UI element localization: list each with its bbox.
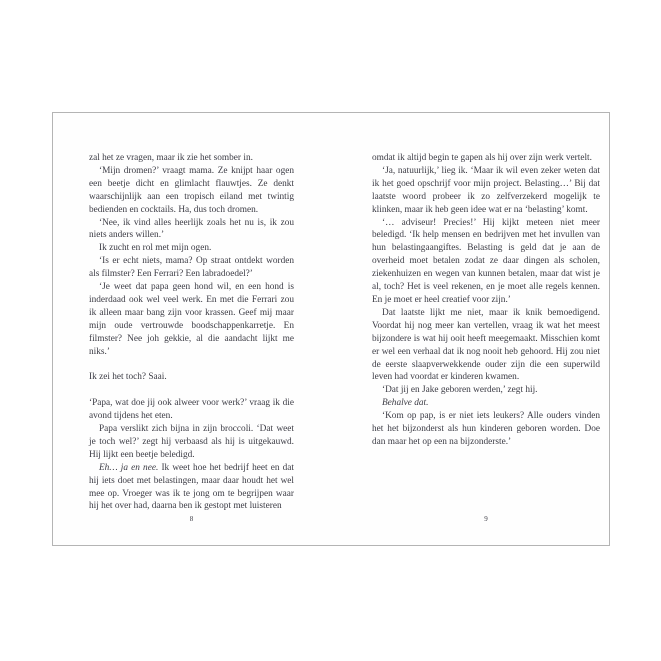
paragraph <box>89 255 294 281</box>
body-text: Ik zucht en rol met mijn ogen. <box>99 243 212 254</box>
page-right-number: 9 <box>484 515 488 523</box>
body-text: ‘Is er echt niets, mama? Op straat ontdekt worden als filmster? Een Ferrari? Een labradoedel?’ <box>89 256 294 280</box>
body-text: Ik weet hoe het bedrijf heet en dat hij iets doet met belastingen, maar daar houdt het wel mee op. Vroeger was ik te jong om te begrijpen waar hij het over had, daarna ben ik gestopt met luisteren <box>89 462 294 512</box>
paragraph <box>372 397 600 410</box>
book-spread <box>52 112 610 546</box>
paragraph <box>89 217 294 243</box>
paragraph <box>89 462 294 514</box>
paragraph <box>89 152 294 165</box>
body-text: ‘… adviseur! Precies!’ Hij kijkt meteen niet meer beledigd. ‘Ik help mensen en bedrijven met het invullen van hun belastingaangiftes. Belasting is geld dat je aan de overheid moet betalen zodat ze daar dingen als scholen, ziekenhuizen en wegen van kunnen betalen, maar dat wist je al, toch? Het is veel rekenen, en je moet alle regels kennen. En je moet er heel creatief voor zijn.’ <box>372 217 600 305</box>
page-left <box>53 113 332 545</box>
paragraph <box>89 397 294 423</box>
page-left-number: 8 <box>189 515 194 523</box>
paragraph <box>372 217 600 307</box>
body-text: ‘Ja, natuurlijk,’ lieg ik. ‘Maar ik wil even zeker weten dat ik het goed opschrijf voor mijn project. Belasting…’ Bij dat laatste woord probeer ik zo zelfverzekerd mogelijk te klinken, maar ik heb geen idee wat er na ‘belasting’ komt. <box>372 165 600 215</box>
page-right-text <box>372 152 600 449</box>
body-text: Ik zei het toch? Saai. <box>89 372 167 383</box>
page-left-text <box>89 152 294 513</box>
paragraph <box>89 281 294 358</box>
paragraph <box>372 307 600 384</box>
body-text: Dat laatste lijkt me niet, maar ik knik bemoedigend. Voordat hij nog meer kan vertellen, vraag ik wat het meest bijzondere is wat hij ooit heeft meegemaakt. Misschien komt er wel een verhaal dat ik nog nooit heb gehoord. Hij zou niet de eerste slaapverwekkende ouder zijn die een superwild leven had voordat er kinderen kwamen. <box>372 307 600 383</box>
paragraph <box>372 384 600 397</box>
italic-text: Behalve dat. <box>382 398 429 409</box>
paragraph <box>372 152 600 165</box>
body-text: ‘Je weet dat papa geen hond wil, en een hond is inderdaad ook wel veel werk. En met die Ferrari zou ik alleen maar bang zijn voor krassen. Geef mij maar mijn oude vertrouwde boodschappenkarretje. En filmster? Nee joh gekkie, al die aandacht lijkt me niks.’ <box>89 282 294 357</box>
paragraph <box>89 165 294 217</box>
body-text: ‘Kom op pap, is er niet iets leukers? Alle ouders vinden het het bijzonderst als hun kinderen geboren worden. Doe dan maar het op een na bijzonderste.’ <box>372 411 600 447</box>
body-text: ‘Mijn dromen?’ vraagt mama. Ze knijpt haar ogen een beetje dicht en glimlacht flauwtjes. Ze denkt waarschijnlijk aan een tropisch eiland met twintig bedienden en cocktails. Ha, dus toch dromen. <box>89 165 294 215</box>
paragraph <box>372 165 600 217</box>
italic-text: Eh… ja en nee. <box>99 462 159 473</box>
page-right <box>332 113 609 545</box>
body-text: zal het ze vragen, maar ik zie het somber in. <box>89 153 253 163</box>
paragraph <box>372 410 600 449</box>
body-text: ‘Dat jij en Jake geboren werden,’ zegt hij. <box>382 385 538 396</box>
body-text: omdat ik altijd begin te gapen als hij over zijn werk vertelt. <box>372 153 592 163</box>
paragraph <box>89 242 294 255</box>
paragraph <box>89 423 294 462</box>
body-text: Papa verslikt zich bijna in zijn broccoli. ‘Dat weet je toch wel?’ zegt hij verbaasd als hij is uitgekauwd. Hij lijkt een beetje beledigd. <box>89 424 294 460</box>
body-text: ‘Nee, ik vind alles heerlijk zoals het nu is, ik zou niets anders willen.’ <box>89 217 294 241</box>
paragraph <box>89 371 294 384</box>
body-text: ‘Papa, wat doe jij ook alweer voor werk?’ vraag ik die avond tijdens het eten. <box>89 398 294 422</box>
